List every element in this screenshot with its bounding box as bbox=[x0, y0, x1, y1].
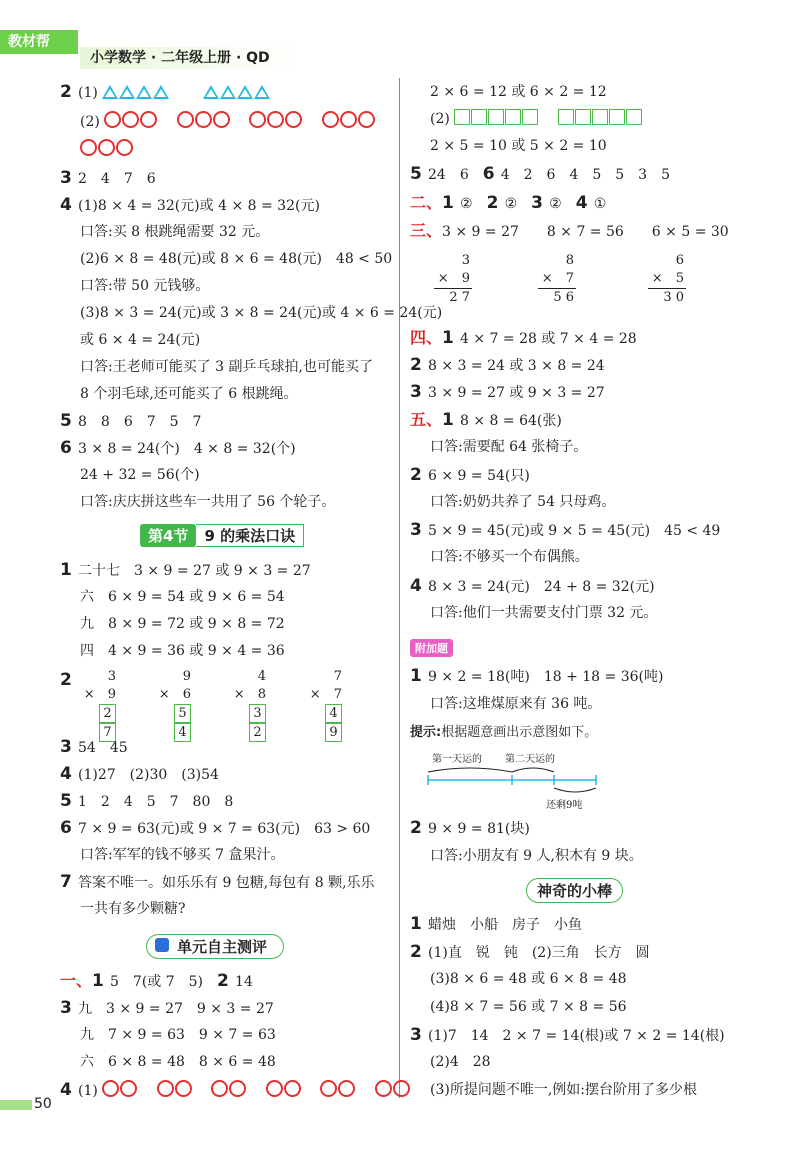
answer-line: 2 (1) bbox=[60, 82, 271, 103]
answer-line: 3 (1)7 14 2 × 7 = 14(根)或 7 × 2 = 14(根) bbox=[410, 1025, 725, 1045]
answer-line: 口答:小朋友有 9 人,积木有 9 块。 bbox=[430, 848, 643, 864]
answer-line: 或 6 × 4 = 24(元) bbox=[80, 332, 201, 348]
answer-line bbox=[60, 139, 134, 160]
answer-line: 3 54 45 bbox=[60, 737, 128, 757]
circle-group bbox=[375, 1083, 411, 1099]
answer-line: 3 2 4 7 6 bbox=[60, 168, 156, 188]
answer-line: 2 × 6 = 12 或 6 × 2 = 12 bbox=[430, 84, 607, 100]
answer-line: 三、3 × 9 = 27 8 × 7 = 56 6 × 5 = 30 bbox=[410, 221, 729, 240]
chart-icon bbox=[155, 938, 169, 952]
circle-group bbox=[102, 1083, 138, 1099]
circle-group bbox=[320, 1083, 356, 1099]
answer-line: 5 24 6 6 4 2 6 4 5 5 3 5 bbox=[410, 164, 670, 184]
answer-line: (2) bbox=[410, 109, 643, 129]
answer-line: 口答:军军的钱不够买 7 盒果汁。 bbox=[80, 847, 285, 863]
vertical-calc: 3 × 9 2 7 bbox=[436, 252, 472, 307]
section-banner bbox=[140, 524, 304, 547]
answer-line: 口答:不够买一个布偶熊。 bbox=[430, 549, 589, 565]
circle-group bbox=[211, 1083, 247, 1099]
answer-line: 口答:奶奶共养了 54 只母鸡。 bbox=[430, 494, 616, 510]
answer-line: (3)8 × 6 = 48 或 6 × 8 = 48 bbox=[430, 971, 627, 987]
answer-line: 口答:需要配 64 张椅子。 bbox=[430, 439, 588, 455]
answer-line: 一共有多少颗糖? bbox=[80, 901, 186, 917]
answer-line: (4)8 × 7 = 56 或 7 × 8 = 56 bbox=[430, 999, 627, 1015]
circle-group bbox=[104, 114, 158, 130]
answer-line: 九 8 × 9 = 72 或 9 × 8 = 72 bbox=[80, 616, 285, 632]
answer-line: 3 3 × 9 = 27 或 9 × 3 = 27 bbox=[410, 382, 605, 402]
footer-bar bbox=[0, 1100, 32, 1110]
book-title: 小学数学 · 二年级上册 · QD bbox=[80, 47, 306, 69]
answer-line: 1 蜡烛 小船 房子 小鱼 bbox=[410, 914, 582, 934]
answer-line: (2)6 × 8 = 48(元)或 8 × 6 = 48(元) 48 < 50 bbox=[80, 251, 393, 267]
answer-line: 2 (1)直 锐 钝 (2)三角 长方 圆 bbox=[410, 942, 650, 962]
section-title: 9 的乘法口诀 bbox=[196, 524, 304, 547]
answer-line: 6 7 × 9 = 63(元)或 9 × 7 = 63(元) 63 > 60 bbox=[60, 818, 371, 838]
answer-line: 4 (1) bbox=[60, 1080, 411, 1101]
circle-group bbox=[177, 114, 231, 130]
bonus-badge: 附加题 bbox=[410, 639, 453, 657]
answer-line: 4 (1)27 (2)30 (3)54 bbox=[60, 764, 219, 784]
answer-line: 口答:王老师可能买了 3 副乒乓球拍,也可能买了 bbox=[80, 359, 373, 375]
answer-line: 7 答案不唯一。如乐乐有 9 包糖,每包有 8 颗,乐乐 bbox=[60, 872, 375, 892]
answer-line: 六 6 × 8 = 48 8 × 6 = 48 bbox=[80, 1054, 276, 1070]
answer-line: 1 二十七 3 × 9 = 27 或 9 × 3 = 27 bbox=[60, 560, 311, 580]
answer-line: 4 8 × 3 = 24(元) 24 + 8 = 32(元) bbox=[410, 576, 655, 596]
answer-line: 四 4 × 9 = 36 或 9 × 4 = 36 bbox=[80, 643, 285, 659]
answer-line: 2 8 × 3 = 24 或 3 × 8 = 24 bbox=[410, 355, 605, 375]
answer-line: 口答:带 50 元钱够。 bbox=[80, 278, 210, 294]
circle-group bbox=[80, 142, 134, 158]
vertical-calc: 8 × 7 5 6 bbox=[540, 252, 576, 307]
diagram-label-day1: 第一天运的 bbox=[432, 754, 482, 765]
diagram-label-day2: 第二天运的 bbox=[505, 754, 555, 765]
vertical-calc: 3 × 9 27 bbox=[83, 669, 116, 740]
answer-line: 1 9 × 2 = 18(吨) 18 + 18 = 36(吨) bbox=[410, 666, 664, 686]
answer-line: 口答:他们一共需要支付门票 32 元。 bbox=[430, 605, 658, 621]
answer-line: (3)8 × 3 = 24(元)或 3 × 8 = 24(元)或 4 × 6 = 24(元) bbox=[80, 305, 443, 321]
answer-line: 2 × 5 = 10 或 5 × 2 = 10 bbox=[430, 138, 607, 154]
diagram-label-remaining: 还剩9吨 bbox=[546, 800, 583, 811]
square-group bbox=[558, 111, 643, 127]
circle-group bbox=[157, 1083, 193, 1099]
answer-line: 四、1 4 × 7 = 28 或 7 × 4 = 28 bbox=[410, 328, 637, 348]
answer-line: 8 个羽毛球,还可能买了 6 根跳绳。 bbox=[80, 386, 298, 402]
vertical-calc: 6 × 5 3 0 bbox=[650, 252, 686, 307]
answer-line: (3)所提问题不唯一,例如:摆台阶用了多少根 bbox=[430, 1082, 697, 1098]
answer-line: 6 3 × 8 = 24(个) 4 × 8 = 32(个) bbox=[60, 438, 296, 458]
answer-line: 提示:根据题意画出示意图如下。 bbox=[410, 725, 598, 740]
answer-line: 二、1 ② 2 ② 3 ② 4 ① bbox=[410, 193, 607, 213]
answer-line: 5 1 2 4 5 7 80 8 bbox=[60, 791, 234, 811]
answer-line: (2) bbox=[60, 111, 376, 132]
brand-tag: 教材帮 bbox=[0, 30, 78, 54]
circle-group bbox=[266, 1083, 302, 1099]
answer-line: 口答:庆庆拼这些车一共用了 56 个轮子。 bbox=[80, 494, 336, 510]
answer-line: 九 7 × 9 = 63 9 × 7 = 63 bbox=[80, 1027, 276, 1043]
answer-line: 5 8 8 6 7 5 7 bbox=[60, 411, 202, 431]
answer-line: 3 5 × 9 = 45(元)或 9 × 5 = 45(元) 45 < 49 bbox=[410, 520, 721, 540]
square-group bbox=[454, 111, 539, 127]
answer-line: 2 bbox=[60, 670, 72, 690]
answer-line: 2 6 × 9 = 54(只) bbox=[410, 465, 530, 485]
answer-line: 3 九 3 × 9 = 27 9 × 3 = 27 bbox=[60, 998, 274, 1018]
answer-line: 口答:买 8 根跳绳需要 32 元。 bbox=[80, 224, 270, 240]
answer-line: 24 + 32 = 56(个) bbox=[80, 467, 200, 483]
vertical-calc: 7 × 7 49 bbox=[309, 669, 342, 740]
vertical-calc: 4 × 8 32 bbox=[233, 669, 266, 740]
answer-line: 2 9 × 9 = 81(块) bbox=[410, 818, 530, 838]
vertical-calc: 9 × 6 54 bbox=[158, 669, 191, 740]
triangle-group bbox=[102, 85, 170, 101]
circle-group bbox=[322, 114, 376, 130]
circle-group bbox=[249, 114, 303, 130]
page-number: 50 bbox=[34, 1096, 52, 1112]
answer-line: 六 6 × 9 = 54 或 9 × 6 = 54 bbox=[80, 589, 285, 605]
answer-line: 口答:这堆煤原来有 36 吨。 bbox=[430, 696, 602, 712]
answer-line: 一、1 5 7(或 7 5) 2 14 bbox=[60, 971, 253, 991]
answer-line: 4 (1)8 × 4 = 32(元)或 4 × 8 = 32(元) bbox=[60, 195, 320, 215]
magic-sticks-banner: 神奇的小棒 bbox=[526, 878, 623, 903]
answer-line: (2)4 28 bbox=[430, 1054, 491, 1070]
section-label: 第4节 bbox=[140, 524, 196, 547]
column-divider bbox=[399, 78, 400, 1098]
answer-line: 五、1 8 × 8 = 64(张) bbox=[410, 410, 562, 430]
unit-test-banner: 单元自主测评 bbox=[146, 934, 284, 959]
triangle-group bbox=[203, 85, 271, 101]
